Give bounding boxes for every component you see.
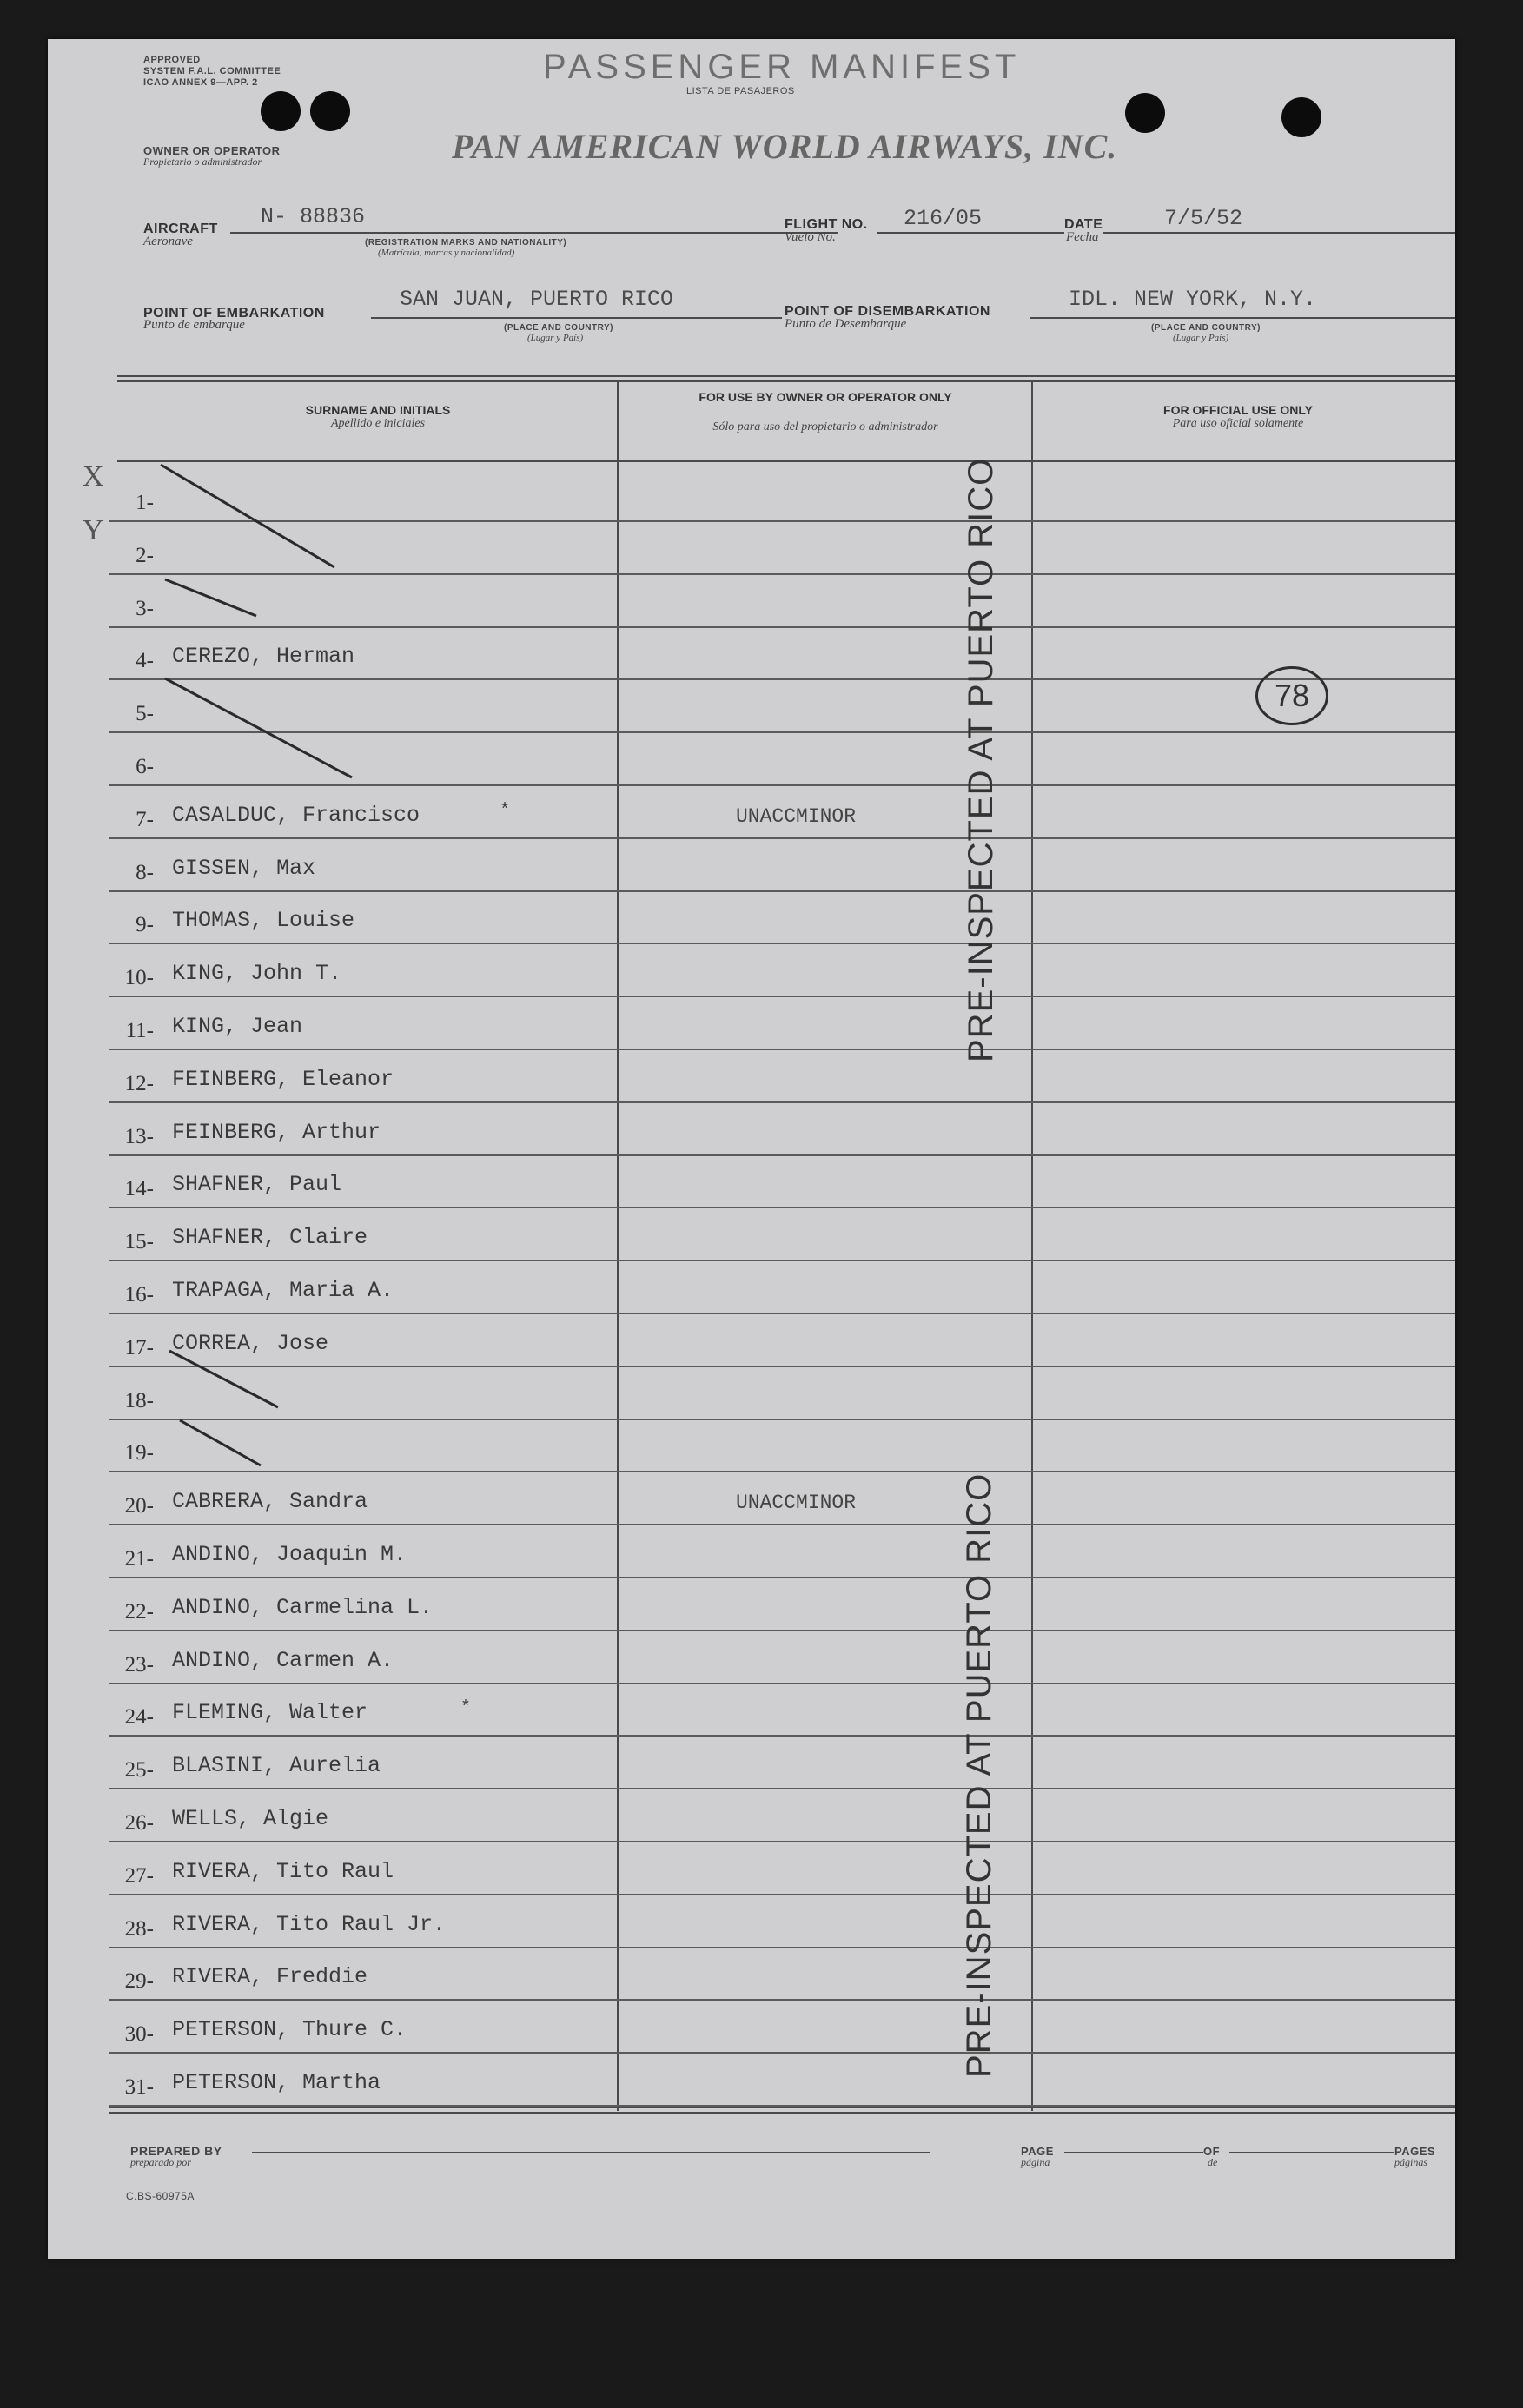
embark-label: POINT OF EMBARKATION (143, 306, 325, 321)
row-number: 2- (136, 543, 154, 567)
passenger-name: ANDINO, Carmen A. (172, 1647, 394, 1673)
row-number: 26- (124, 1811, 154, 1835)
passenger-name: WELLS, Algie (172, 1806, 329, 1831)
date-label: DATE (1064, 217, 1103, 232)
unacc-minor-note-1: UNACCMINOR (736, 805, 857, 828)
of-label-es: de (1208, 2156, 1218, 2168)
pages-label-es: páginas (1394, 2156, 1428, 2168)
prepared-label: PREPARED BY (130, 2144, 222, 2158)
passenger-name: ANDINO, Joaquin M. (172, 1542, 407, 1567)
passenger-name: FLEMING, Walter (172, 1700, 368, 1726)
page-title-es: LISTA DE PASAJEROS (686, 86, 795, 96)
manifest-page (48, 39, 1455, 2259)
approval-line: ICAO ANNEX 9—APP. 2 (143, 77, 258, 88)
embark-place-note-es: (Lugar y País) (527, 333, 584, 343)
of-label: OF (1203, 2145, 1221, 2158)
aircraft-label-es: Aeronave (143, 235, 193, 248)
passenger-name: KING, Jean (172, 1014, 303, 1039)
col-head-name: SURNAME AND INITIALS (305, 403, 451, 417)
row-number: 1- (136, 491, 154, 514)
passenger-name: FEINBERG, Eleanor (172, 1066, 394, 1092)
row-number: 13- (124, 1124, 154, 1148)
passenger-name: GISSEN, Max (172, 855, 316, 881)
form-code: C.BS-60975A (126, 2190, 195, 2202)
row-number: 12- (124, 1071, 154, 1095)
margin-mark-1: X (83, 460, 104, 493)
row-number: 28- (124, 1916, 154, 1941)
row-number: 17- (124, 1335, 154, 1359)
row-number: 27- (124, 1863, 154, 1888)
col-head-official-es: Para uso oficial solamente (1172, 417, 1304, 430)
passenger-name: KING, John T. (172, 961, 342, 987)
owner-label: OWNER OR OPERATOR (143, 144, 281, 157)
row-number: 30- (124, 2022, 154, 2047)
row-number: 23- (124, 1652, 154, 1677)
col-head-owner-es: Sólo para uso del propietario o administrador (712, 420, 938, 433)
passenger-name: CORREA, Jose (172, 1330, 329, 1356)
row-number: 10- (124, 966, 154, 990)
row-number: 15- (124, 1230, 154, 1254)
passenger-name: RIVERA, Tito Raul (172, 1858, 394, 1884)
row-number: 18- (124, 1388, 154, 1412)
row-number: 19- (124, 1441, 154, 1465)
embark-place-note: (PLACE AND COUNTRY) (504, 323, 613, 333)
disembark-label-es: Punto de Desembarque (785, 317, 907, 331)
pre-inspected-stamp-1: PRE-INSPECTED AT PUERTO RICO (962, 457, 1000, 1062)
col-head-name-es: Apellido e iniciales (330, 417, 426, 430)
row-number: 20- (124, 1494, 154, 1518)
passenger-name: CEREZO, Herman (172, 644, 355, 670)
passenger-name: CABRERA, Sandra (172, 1489, 368, 1515)
passenger-name: BLASINI, Aurelia (172, 1753, 381, 1779)
disembark-value: IDL. NEW YORK, N.Y. (1069, 287, 1317, 312)
passenger-name: THOMAS, Louise (172, 908, 355, 934)
row-mark: * (500, 800, 511, 821)
row-number: 14- (124, 1177, 154, 1201)
row-number: 22- (124, 1599, 154, 1624)
date-value: 7/5/52 (1164, 206, 1243, 231)
margin-mark-2: Y (83, 514, 104, 546)
passenger-name: FEINBERG, Arthur (172, 1119, 381, 1145)
aircraft-value: N- 88836 (261, 204, 366, 229)
flight-label-es: Vuelo No. (785, 230, 836, 244)
disembark-place-note: (PLACE AND COUNTRY) (1151, 323, 1261, 333)
row-number: 29- (124, 1969, 154, 1994)
row-number: 21- (124, 1547, 154, 1571)
passenger-name: PETERSON, Thure C. (172, 2017, 407, 2043)
passenger-name: RIVERA, Tito Raul Jr. (172, 1911, 447, 1937)
registration-note: (REGISTRATION MARKS AND NATIONALITY) (365, 238, 567, 248)
flight-value: 216/05 (904, 206, 983, 231)
prepared-label-es: preparado por (130, 2156, 191, 2168)
col-head-official: FOR OFFICIAL USE ONLY (1163, 403, 1313, 417)
row-number: 25- (124, 1758, 154, 1783)
aircraft-label: AIRCRAFT (143, 222, 218, 236)
embark-value: SAN JUAN, PUERTO RICO (400, 287, 674, 312)
row-number: 11- (125, 1019, 154, 1042)
row-number: 6- (136, 755, 154, 778)
date-label-es: Fecha (1066, 230, 1099, 244)
row-number: 5- (136, 702, 154, 726)
row-number: 3- (136, 596, 154, 620)
registration-note-es: (Matrícula, marcas y nacionalidad) (378, 248, 515, 258)
passenger-name: SHAFNER, Paul (172, 1172, 342, 1198)
row-number: 4- (136, 649, 154, 673)
page-title: PASSENGER MANIFEST (543, 48, 1021, 86)
disembark-label: POINT OF DISEMBARKATION (785, 304, 990, 319)
passenger-name: CASALDUC, Francisco (172, 802, 420, 828)
row-mark: * (460, 1698, 472, 1719)
approval-line: APPROVED (143, 55, 201, 65)
passenger-name: RIVERA, Freddie (172, 1964, 368, 1990)
pages-label: PAGES (1394, 2145, 1436, 2158)
passenger-name: TRAPAGA, Maria A. (172, 1278, 394, 1303)
embark-label-es: Punto de embarque (143, 318, 245, 332)
passenger-name: SHAFNER, Claire (172, 1225, 368, 1251)
owner-label-es: Propietario o administrador (143, 155, 262, 168)
passenger-name: ANDINO, Carmelina L. (172, 1594, 434, 1620)
row-number: 9- (136, 913, 154, 937)
flight-label: FLIGHT NO. (785, 217, 868, 232)
col-head-owner: FOR USE BY OWNER OR OPERATOR ONLY (699, 390, 952, 404)
pre-inspected-stamp-2: PRE-INSPECTED AT PUERTO RICO (960, 1472, 998, 2078)
row-number: 24- (124, 1705, 154, 1730)
row-number: 16- (124, 1283, 154, 1307)
passenger-name: PETERSON, Martha (172, 2070, 381, 2095)
company-name: PAN AMERICAN WORLD AIRWAYS, INC. (452, 127, 1118, 166)
row-number: 7- (136, 807, 154, 831)
approval-line: SYSTEM F.A.L. COMMITTEE (143, 66, 281, 76)
row-number: 8- (136, 860, 154, 884)
row-number: 31- (124, 2075, 154, 2099)
page-label: PAGE (1021, 2145, 1054, 2158)
unacc-minor-note-2: UNACCMINOR (736, 1492, 857, 1514)
disembark-place-note-es: (Lugar y País) (1173, 333, 1229, 343)
page-label-es: página (1021, 2156, 1050, 2168)
circled-number: 78 (1255, 666, 1328, 725)
strike-lines (48, 39, 1455, 2259)
